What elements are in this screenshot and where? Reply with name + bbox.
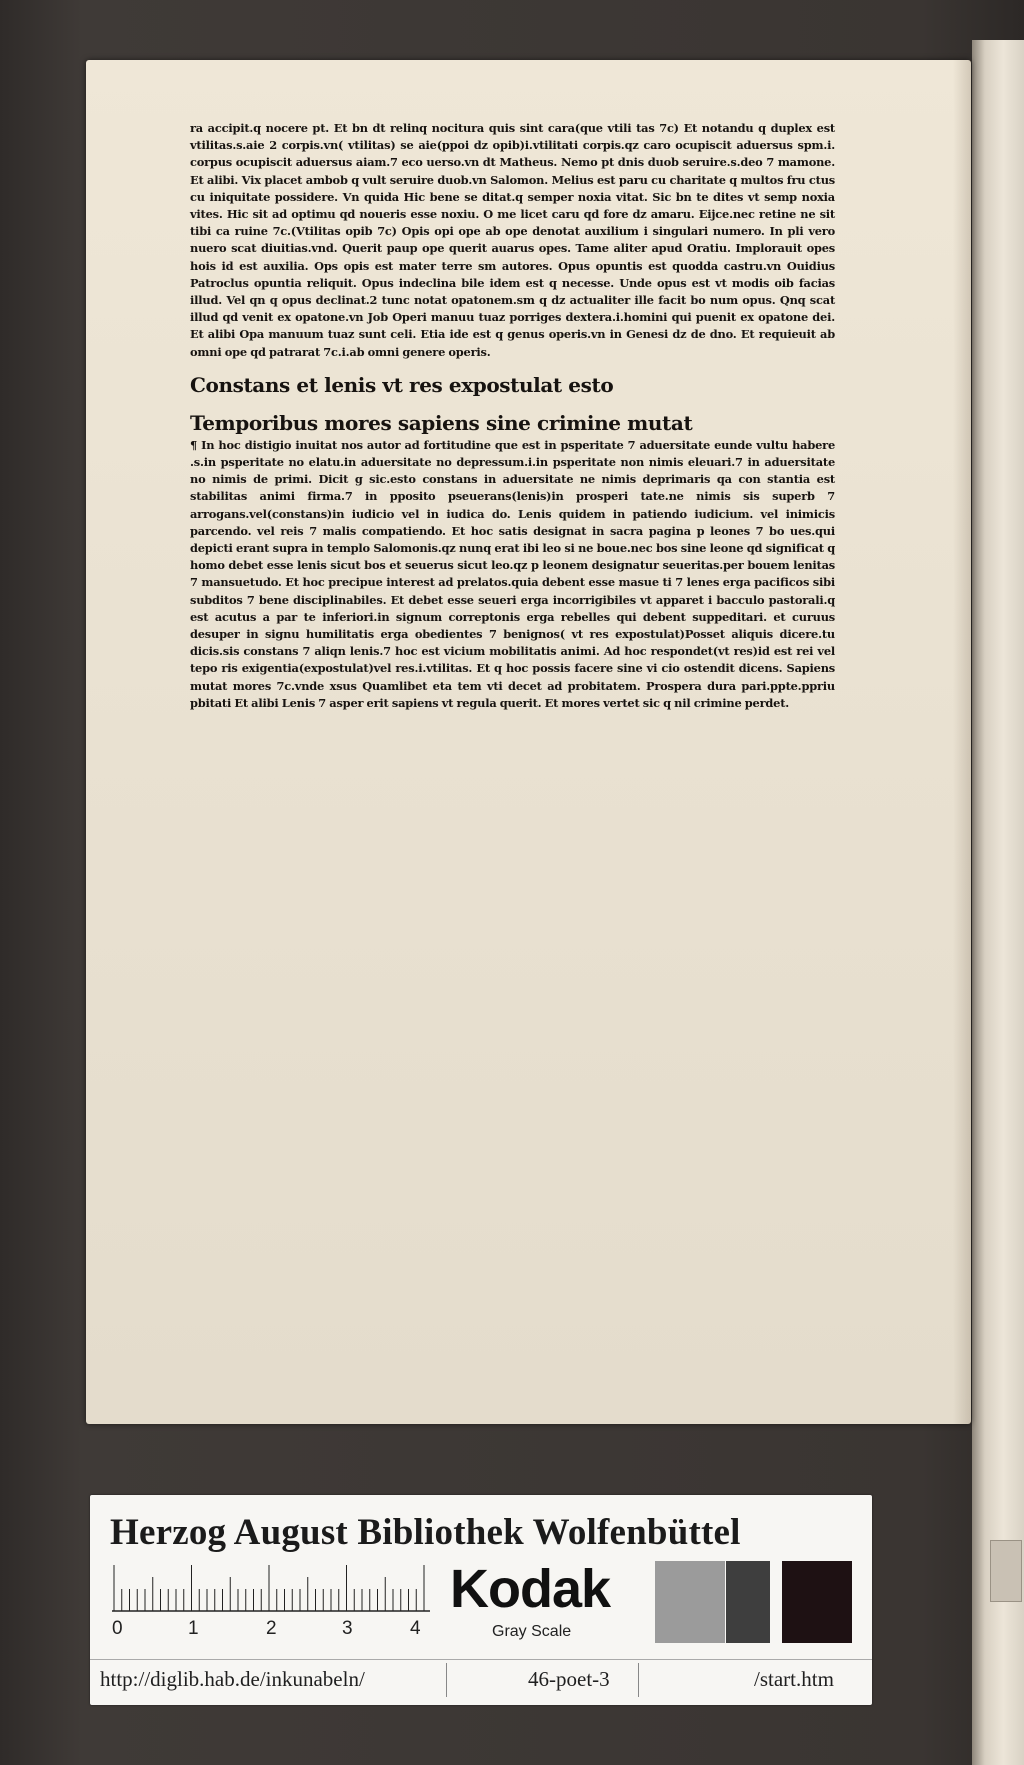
ruler-label: 3 bbox=[342, 1618, 353, 1639]
card-divider bbox=[90, 1659, 872, 1660]
page-tab bbox=[990, 1540, 1022, 1602]
url-row bbox=[90, 1663, 872, 1697]
verse-line-2: Temporibus mores sapiens sine crimine mutat bbox=[190, 410, 693, 435]
gray-patch-mid bbox=[726, 1561, 770, 1643]
gray-patch-light bbox=[655, 1561, 725, 1643]
url-suffix: /start.htm bbox=[754, 1667, 834, 1691]
incunabula-text bbox=[190, 120, 835, 712]
url-base: http://diglib.hab.de/inkunabeln/ bbox=[100, 1667, 365, 1691]
ruler-label: 2 bbox=[266, 1618, 277, 1639]
ruler-label: 0 bbox=[112, 1618, 123, 1639]
verse-line-1: Constans et lenis vt res expostulat esto bbox=[190, 372, 614, 397]
url-separator bbox=[446, 1663, 447, 1697]
gray-patch-dark bbox=[782, 1561, 852, 1643]
commentary-paragraph-2: ¶ In hoc distigio inuitat nos autor ad fortitudine que est in psperitate 7 aduersitate eunde vultu habere .s.in psperitate no elatu.in aduersitate no depressum.i.in psperitate non nimis eleuari.7 in aduersitate no nimis de primi. Dicit g sic.esto constans in aduersitate ne nimis deprimaris qa con stantia est stabilitas animi firma.7 in pposito pseuerans(lenis)in prosperi tate.ne nimis sis superb 7 arrogans.vel(constans)in iudicio vel in iudica do. Lenis quidem in patiendo iudicium. vel inimicis parcendo. vel reis 7 malis compatiendo. Et hoc satis designat in sacra pagina p leones 7 bo ues.qui depicti erant supra in templo Salomonis.qz nunq erat ibi leo si ne boue.nec bos sine leone qd significat q homo debet esse lenis sicut bos et seuerus sicut leo.qz p leonem designatur seueritas.per bouem lenitas 7 mansuetudo. Et hoc precipue interest ad prelatos.quia debent esse masue ti 7 lenes erga pacificos sibi subditos 7 bene disciplinabiles. Et debet esse seueri erga incorrigibiles vt apparet i bacculo pastorali.q est acutus a par te inferiori.in signum correptonis erga rebelles qui debent suppeditari. et curuus desuper in signu humilitatis erga obedientes 7 benignos( vt res expostulat)Posset aliquis dicere.tu dicis.sis constans 7 aliqn lenis.7 hoc est vicium mobilitatis animi. Ad hoc respondet(vt res)id est rei vel tepo ris exigentia(expostulat)vel res.i.vtilitas. Et q hoc possis facere sine vi cio ostendit dicens. Sapiens mutat mores 7c.vnde xsus Quamlibet eta tem vti decet ad probitatem. Prospera dura pari.ppte.ppriu pbitati Et alibi Lenis 7 asper erit sapiens vt regula querit. Et mores vertet sic q nil crimine perdet. bbox=[190, 437, 835, 710]
color-target-card bbox=[90, 1495, 872, 1705]
ruler-label: 1 bbox=[188, 1618, 199, 1639]
ruler-label: 4 bbox=[410, 1618, 421, 1639]
kodak-logo: Kodak bbox=[450, 1559, 611, 1619]
facing-page-edge bbox=[972, 40, 1024, 1765]
gray-scale-label: Gray Scale bbox=[492, 1623, 572, 1640]
url-id: 46-poet-3 bbox=[528, 1667, 610, 1691]
commentary-paragraph-1: ra accipit.q nocere pt. Et bn dt relinq nocitura quis sint cara(que vtili tas 7c) Et notandu q duplex est vtilitas.s.aie 2 corpis.vn( vtilitas) se aie(ppoi dz opib)i.vtilitati corpis.qz caro ocupiscit aduersus spm.i. corpus ocupiscit aduersus aiam.7 eco uerso.vn dt Matheus. Nemo pt dnis duob seruire.s.deo 7 mamone. Et alibi. Vix placet ambob q vult seruire duob.vn Salomon. Melius est paru cu charitate q multos fru ctus cu iniquitate possidere. Vn quida Hic bene se ditat.q semper noxia vitat. Sic bn te dites vt semp noxia vites. Hic sit ad optimu qd noueris esse noxiu. O me licet caru qd fore dz amaru. Eijce.nec retine ne sit tibi ca ruine 7c.(Vtilitas opib 7c) Opis opi ope ab ope denotat auxilium i singulari numero. In pli vero nuero scat diuitias.vnd. Querit paup ope querit auarus opes. Tame aliter apud Oratiu. Implorauit opes hois id est auxilia. Ops opis est mater terre sm autores. Opus opuntis est quodda castru.vn Ouidius Patroclus opuntia reliquit. Opus indeclina bile idem est q necesse. Unde opus est vt modis oib facias illud. Vel qn q opus declinat.2 tunc notat opatonem.sm q dz actualiter ille facit bo num opus. Qnq scat illud qd venit ex opatone.vn Job Operi manuu tuaz porriges dextera.i.homini qui puenit ex opatone dei. Et alibi Opa manuum tuaz sunt celi. Etia ide est q genus operis.vn in Genesi dz de dno. Et requieuit ab omni ope qd patrarat 7c.i.ab omni genere operis. bbox=[190, 121, 835, 359]
library-title: Herzog August Bibliothek Wolfenbüttel bbox=[110, 1512, 741, 1553]
measurement-ruler bbox=[112, 1561, 430, 1613]
url-separator bbox=[638, 1663, 639, 1697]
